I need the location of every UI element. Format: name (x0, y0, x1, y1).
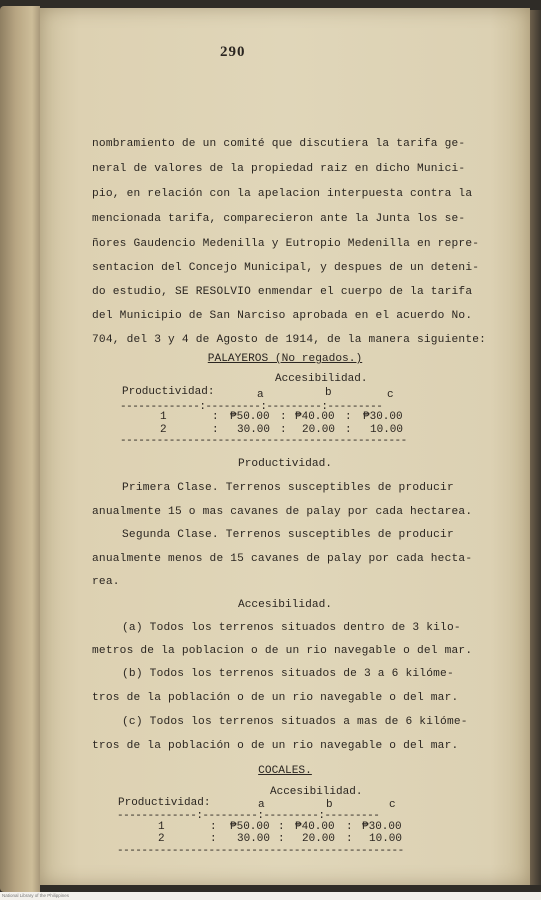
productividad-label: Productividad: (122, 386, 215, 398)
book-spine (0, 6, 40, 892)
paragraph-line: nombramiento de un comité que discutiera la tarifa ge- (92, 138, 466, 150)
document-page: 290 nombramiento de un comité que discutiera la tarifa ge- neral de valores de la propiedad raiz en dicho Munici- pio, en relación con la apelacion interpuesta contra la mencionada tarifa, comparecieron ante la Junta los se- ñores Gaudencio Medenilla y Eutropio Medenilla en repre- sentacion del Concejo Municipal, y despues de un deteni- do estudio, SE RESOLVIO enmendar el cuerpo de la tarifa del Municipio de San Narciso aprobada en el acuerdo No. 704, del 3 y 4 de Agosto de 1914, de la manera siguiente: PALAYEROS (No regados.) Accesibilidad. Productividad: a b c -------------:---------:---------:--------- 1 : ₱50.00 : ₱40.00 : ₱30.00 2 : 30.00 : 20.00 : 10.00 ----------------------------------------------- Productividad. Primera Clase. Terrenos susceptibles de producir anualmente 15 o mas cavanes de palay por cada hectarea. Segunda Clase. Terrenos susceptibles de producir anualmente menos de 15 cavanes de palay por cada hecta- rea. Accesibilidad. (a) Todos los terrenos situados dentro de 3 kilo- metros de la poblacion o de un rio navegable o del mar. (b) Todos los terrenos situados de 3 a 6 kilóme- tros de la población o de un rio navegable o del mar. (c) Todos los terrenos situados a mas de 6 kilóme- tros de la población o de un rio navegable o del mar. COCALES. Accesibilidad. Productividad: a b c -------------:---------:---------:--------- 1 : ₱50.00 : ₱40.00 : ₱30.00 2 : 30.00 : 20.00 : 10.00 ----------------------------------------------- (40, 8, 530, 885)
row-productividad: 1 (158, 821, 165, 833)
column-header-b: b (326, 799, 333, 811)
table-heading-cocales: COCALES. (258, 765, 312, 777)
cell-c: ₱30.00 (363, 411, 403, 423)
accesibilidad-heading: Accesibilidad. (238, 599, 332, 611)
accesibilidad-line: (a) Todos los terrenos situados dentro de 3 kilo- (122, 622, 461, 634)
productividad-line: Primera Clase. Terrenos susceptibles de producir (122, 482, 454, 494)
cell-a: ₱50.00 (230, 821, 270, 833)
productividad-line: rea. (92, 576, 120, 588)
cell-b: 20.00 (302, 424, 336, 436)
accesibilidad-label: Accesibilidad. (270, 786, 363, 798)
row-productividad: 2 (160, 424, 167, 436)
productividad-label: Productividad: (118, 797, 211, 809)
page-edge (530, 10, 541, 885)
accesibilidad-line: tros de la población o de un rio navegable o del mar. (92, 692, 459, 704)
paragraph-line: mencionada tarifa, comparecieron ante la Junta los se- (92, 213, 466, 225)
cell-b: ₱40.00 (295, 821, 335, 833)
cell-a: 30.00 (237, 833, 271, 845)
cell-a: ₱50.00 (230, 411, 270, 423)
row-productividad: 1 (160, 411, 167, 423)
productividad-line: Segunda Clase. Terrenos susceptibles de producir (122, 529, 454, 541)
column-header-c: c (387, 389, 394, 401)
column-header-a: a (257, 389, 264, 401)
accesibilidad-line: metros de la poblacion o de un rio navegable o del mar. (92, 645, 473, 657)
table-rule: -------------:---------:---------:--------- (120, 401, 383, 413)
productividad-line: anualmente menos de 15 cavanes de palay por cada hecta- (92, 553, 473, 565)
table-rule: ----------------------------------------------- (120, 435, 407, 447)
accesibilidad-label: Accesibilidad. (275, 373, 368, 385)
table-rule: -------------:---------:---------:--------- (117, 810, 380, 822)
paragraph-line: neral de valores de la propiedad raiz en dicho Munici- (92, 163, 466, 175)
footer-strip (0, 892, 541, 900)
paragraph-line: pio, en relación con la apelacion interpuesta contra la (92, 188, 473, 200)
paragraph-line: del Municipio de San Narciso aprobada en el acuerdo No. (92, 310, 473, 322)
cell-b: ₱40.00 (295, 411, 335, 423)
accesibilidad-line: (c) Todos los terrenos situados a mas de 6 kilóme- (122, 716, 468, 728)
paragraph-line: 704, del 3 y 4 de Agosto de 1914, de la manera siguiente: (92, 334, 487, 346)
page-number: 290 (220, 44, 246, 60)
productividad-line: anualmente 15 o mas cavanes de palay por cada hectarea. (92, 506, 473, 518)
cell-c: 10.00 (369, 833, 403, 845)
column-header-b: b (325, 387, 332, 399)
cell-c: 10.00 (370, 424, 404, 436)
productividad-heading: Productividad. (238, 458, 332, 470)
paragraph-line: sentacion del Concejo Municipal, y despues de un deteni- (92, 262, 480, 274)
paragraph-line: do estudio, SE RESOLVIO enmendar el cuerpo de la tarifa (92, 286, 473, 298)
table-heading-palayeros: PALAYEROS (No regados.) (207, 353, 363, 365)
accesibilidad-line: (b) Todos los terrenos situados de 3 a 6 kilóme- (122, 668, 454, 680)
table-rule: ----------------------------------------------- (117, 845, 404, 857)
column-header-a: a (258, 799, 265, 811)
column-header-c: c (389, 799, 396, 811)
accesibilidad-line: tros de la población o de un rio navegable o del mar. (92, 740, 459, 752)
paragraph-line: ñores Gaudencio Medenilla y Eutropio Medenilla en repre- (92, 238, 480, 250)
footer-text: National Library of the Philippines (2, 893, 70, 898)
cell-c: ₱30.00 (362, 821, 402, 833)
row-productividad: 2 (158, 833, 165, 845)
cell-b: 20.00 (302, 833, 336, 845)
cell-a: 30.00 (237, 424, 271, 436)
